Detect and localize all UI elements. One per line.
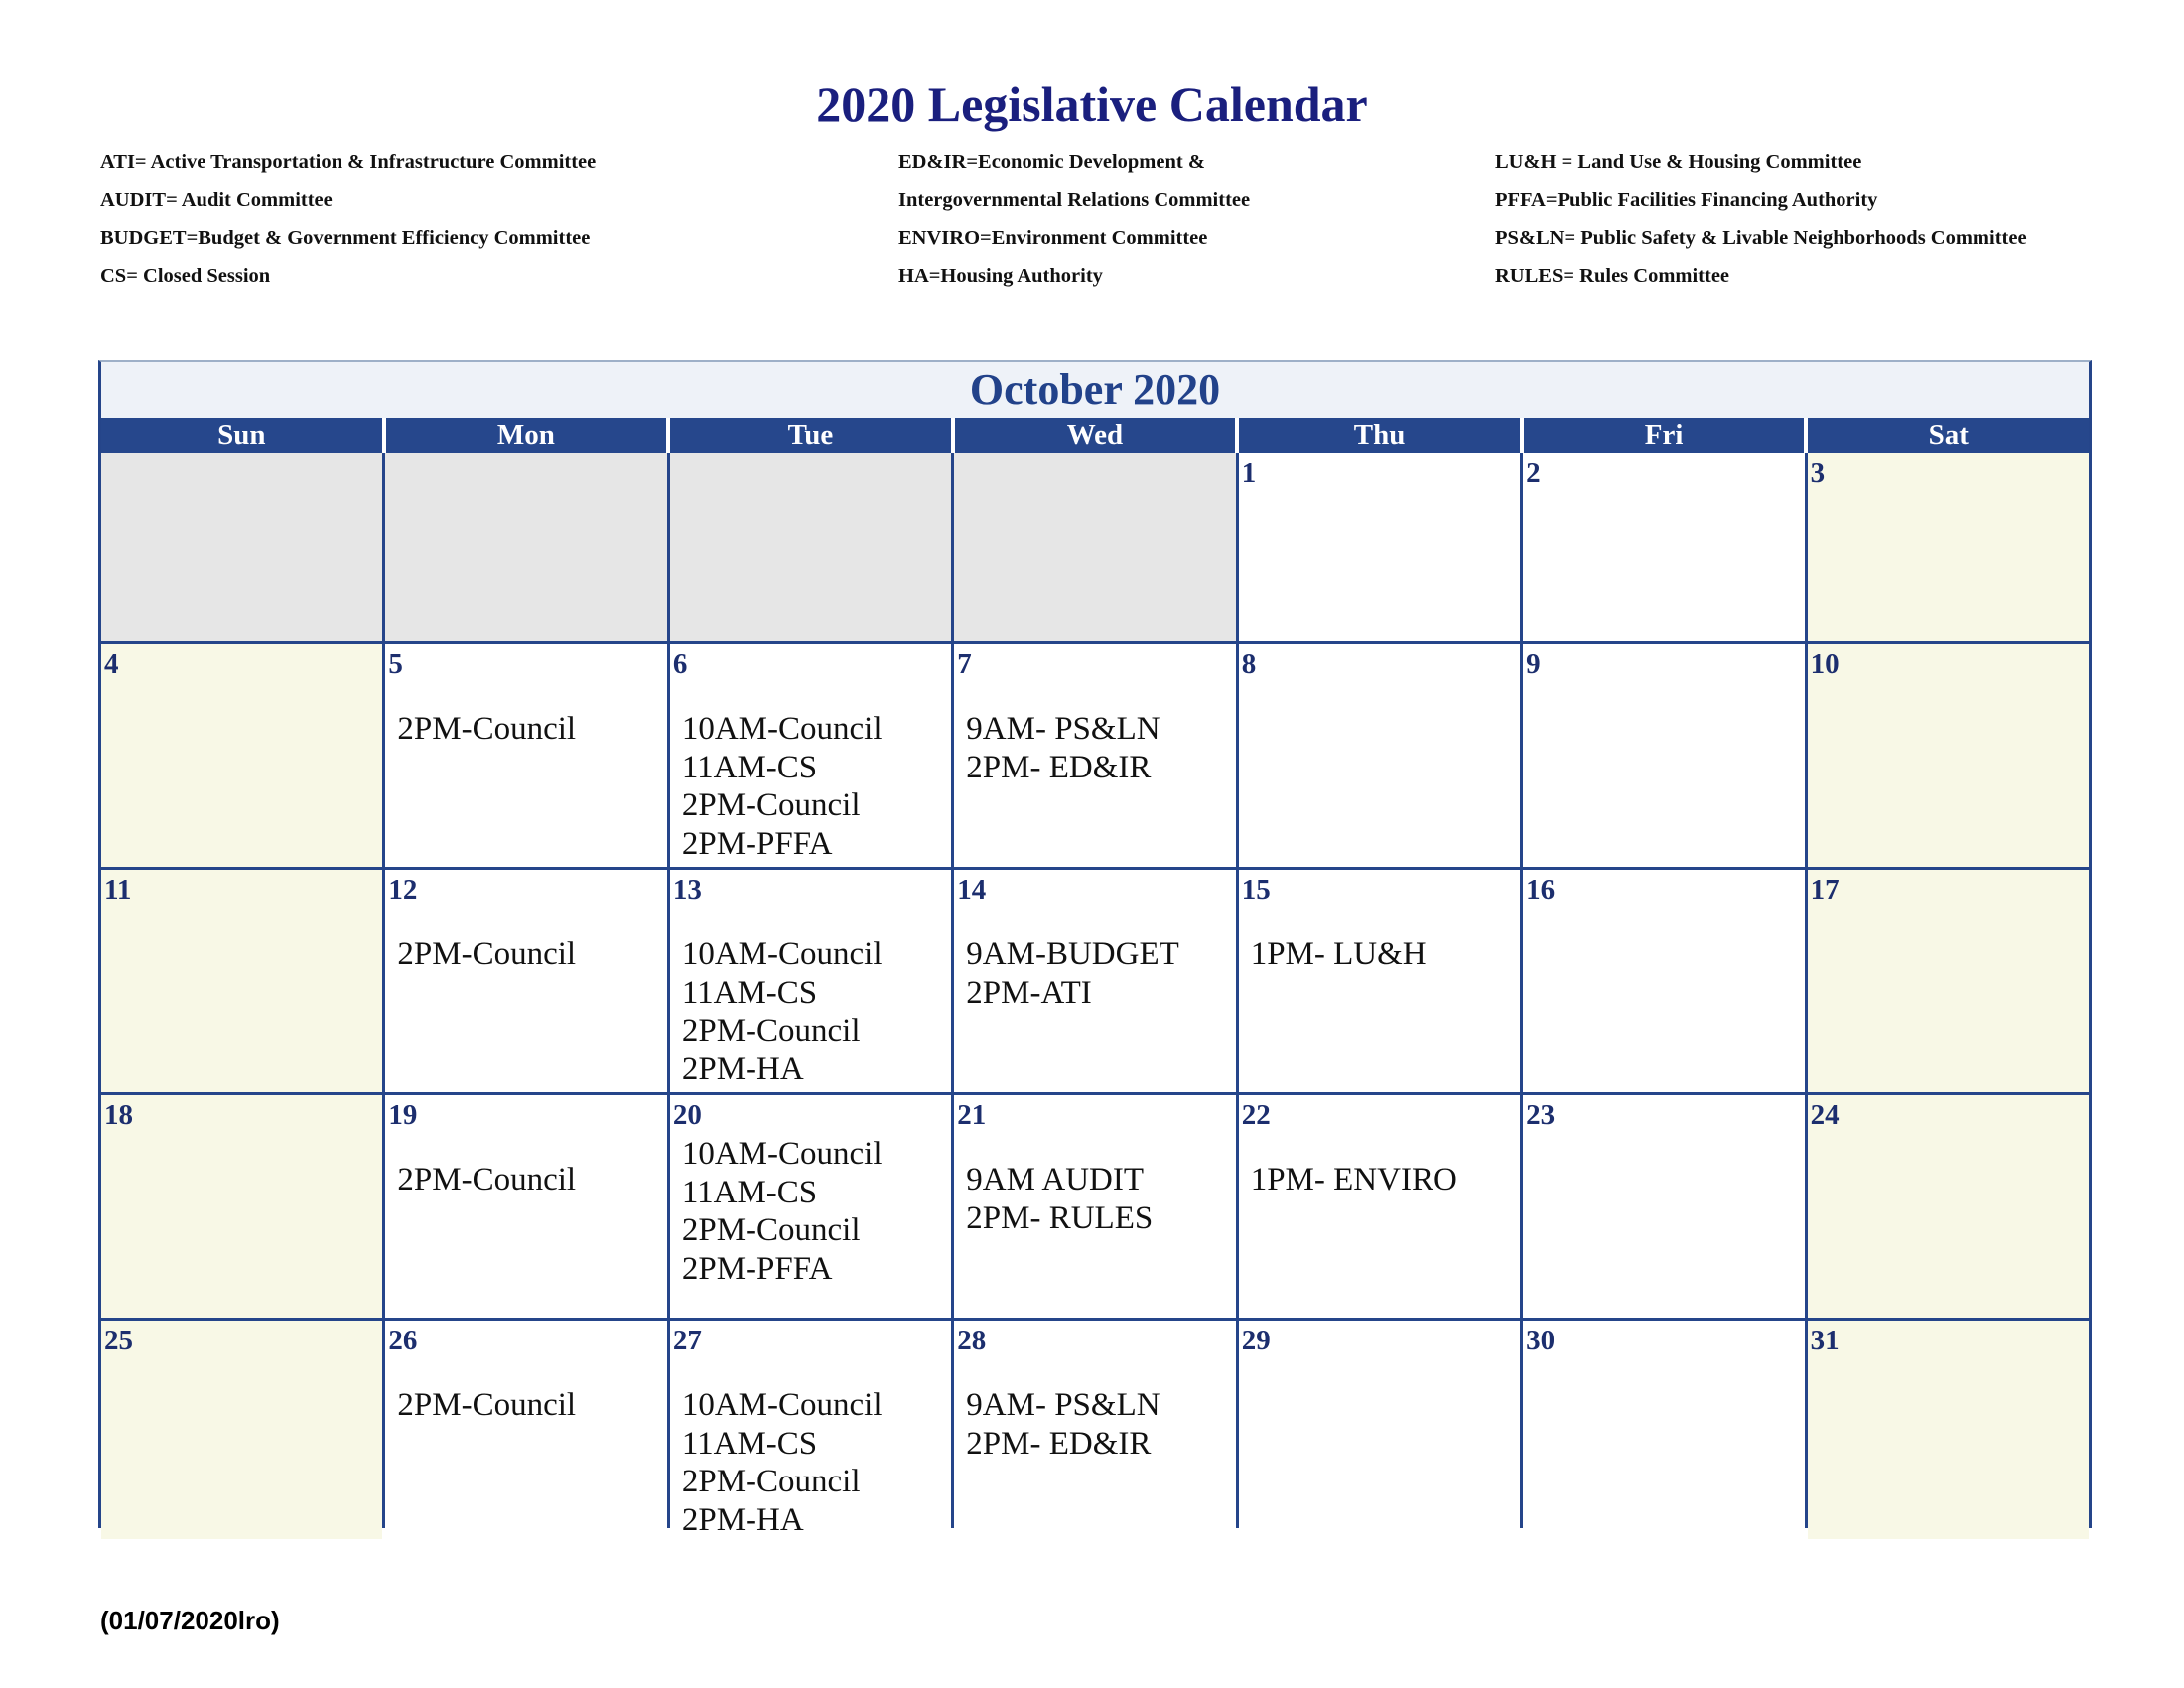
legend-item: CS= Closed Session bbox=[100, 264, 271, 287]
day-cell bbox=[1239, 453, 1520, 641]
day-number: 23 bbox=[1526, 1099, 1556, 1131]
event-item: 2PM-Council bbox=[681, 1013, 861, 1049]
day-number: 13 bbox=[672, 874, 702, 906]
day-cell bbox=[954, 644, 1235, 867]
month-title: October 2020 bbox=[101, 362, 2089, 418]
day-number: 2 bbox=[1526, 457, 1541, 489]
day-cell bbox=[1808, 644, 2089, 867]
day-cell bbox=[385, 1321, 666, 1539]
weekday-header bbox=[101, 418, 2089, 453]
day-cell bbox=[1239, 644, 1520, 867]
event-item: 10AM-Council bbox=[681, 711, 883, 747]
legend-column-3 bbox=[1495, 143, 2027, 295]
day-number: 11 bbox=[104, 874, 132, 906]
day-number: 5 bbox=[388, 648, 403, 680]
revision-note: (01/07/2020lro) bbox=[100, 1606, 280, 1635]
day-cell bbox=[1239, 1321, 1520, 1539]
day-cell bbox=[101, 644, 382, 867]
event-item: 10AM-Council bbox=[681, 936, 883, 972]
weekday-fri: Fri bbox=[1524, 418, 1805, 453]
event-list bbox=[682, 935, 883, 1088]
day-cell bbox=[385, 1095, 666, 1318]
legend-item: ATI= Active Transportation & Infrastructure Committee bbox=[100, 151, 597, 173]
day-cell bbox=[1808, 453, 2089, 641]
event-item: 11AM-CS bbox=[681, 1174, 818, 1210]
weekday-sat: Sat bbox=[1808, 418, 2089, 453]
day-cell bbox=[670, 1095, 951, 1318]
empty-day-cell bbox=[670, 453, 951, 641]
day-number: 15 bbox=[1241, 874, 1271, 906]
legend-item: ED&IR=Economic Development & bbox=[898, 151, 1205, 173]
day-cell bbox=[670, 1321, 951, 1539]
event-list bbox=[397, 1386, 576, 1425]
event-list bbox=[966, 935, 1178, 1012]
day-number: 17 bbox=[1810, 874, 1840, 906]
legend-item: PS&LN= Public Safety & Livable Neighborhoods Committee bbox=[1495, 226, 2027, 249]
day-cell bbox=[1523, 644, 1804, 867]
event-item: 10AM-Council bbox=[681, 1387, 883, 1423]
day-number: 27 bbox=[672, 1325, 702, 1356]
weekday-thu: Thu bbox=[1239, 418, 1520, 453]
event-item: 10AM-Council bbox=[681, 1136, 883, 1172]
day-number: 9 bbox=[1526, 648, 1541, 680]
day-number: 18 bbox=[104, 1099, 133, 1131]
day-number: 3 bbox=[1810, 457, 1826, 489]
event-item: 2PM-HA bbox=[681, 1501, 804, 1538]
event-item: 2PM-Council bbox=[397, 1387, 577, 1423]
empty-day-cell bbox=[385, 453, 666, 641]
day-cell bbox=[1523, 1321, 1804, 1539]
day-number: 28 bbox=[957, 1325, 987, 1356]
day-number: 29 bbox=[1241, 1325, 1271, 1356]
page-title: 2020 Legislative Calendar bbox=[816, 76, 1368, 132]
event-list bbox=[682, 710, 883, 863]
day-cell bbox=[954, 1095, 1235, 1318]
event-item: 9AM- PS&LN bbox=[966, 1387, 1160, 1423]
day-cell bbox=[1808, 1321, 2089, 1539]
event-list bbox=[397, 1161, 576, 1199]
legend-column-2 bbox=[898, 143, 1250, 295]
day-number: 24 bbox=[1810, 1099, 1840, 1131]
event-item: 2PM-ATI bbox=[966, 974, 1092, 1011]
weekday-tue: Tue bbox=[670, 418, 951, 453]
legend-item: LU&H = Land Use & Housing Committee bbox=[1495, 151, 1862, 173]
day-cell bbox=[670, 644, 951, 867]
day-cell bbox=[954, 870, 1235, 1092]
event-item: 2PM-Council bbox=[397, 1162, 577, 1197]
day-cell bbox=[1239, 870, 1520, 1092]
day-cell bbox=[1523, 1095, 1804, 1318]
event-item: 11AM-CS bbox=[681, 1425, 818, 1462]
day-cell bbox=[1523, 453, 1804, 641]
event-item: 9AM-BUDGET bbox=[966, 936, 1179, 972]
day-cell bbox=[1523, 870, 1804, 1092]
day-cell bbox=[1808, 870, 2089, 1092]
day-cell bbox=[670, 870, 951, 1092]
legend-column-1 bbox=[100, 143, 596, 295]
event-item: 9AM- PS&LN bbox=[966, 711, 1160, 747]
calendar-grid bbox=[101, 453, 2089, 1538]
event-item: 1PM- ENVIRO bbox=[1250, 1162, 1457, 1197]
day-number: 14 bbox=[957, 874, 987, 906]
event-item: 2PM-Council bbox=[397, 711, 577, 747]
day-number: 21 bbox=[957, 1099, 987, 1131]
event-item: 2PM-Council bbox=[681, 787, 861, 823]
day-cell bbox=[1808, 1095, 2089, 1318]
event-item: 2PM-Council bbox=[681, 1464, 861, 1499]
day-cell bbox=[101, 1095, 382, 1318]
event-list bbox=[397, 935, 576, 974]
day-cell bbox=[1239, 1095, 1520, 1318]
day-number: 12 bbox=[388, 874, 418, 906]
day-cell bbox=[385, 644, 666, 867]
event-item: 2PM-PFFA bbox=[681, 1250, 833, 1287]
empty-day-cell bbox=[101, 453, 382, 641]
day-number: 30 bbox=[1526, 1325, 1556, 1356]
event-list bbox=[966, 1161, 1153, 1237]
event-item: 11AM-CS bbox=[681, 974, 818, 1011]
event-list bbox=[966, 1386, 1160, 1463]
event-list bbox=[682, 1386, 883, 1539]
day-cell bbox=[954, 1321, 1235, 1539]
legend-item: HA=Housing Authority bbox=[898, 264, 1103, 287]
event-item: 11AM-CS bbox=[681, 749, 818, 785]
day-cell bbox=[101, 1321, 382, 1539]
legend-item: BUDGET=Budget & Government Efficiency Committee bbox=[100, 226, 591, 249]
day-number: 7 bbox=[957, 648, 972, 680]
event-item: 2PM-PFFA bbox=[681, 825, 833, 862]
weekday-mon: Mon bbox=[386, 418, 667, 453]
day-number: 16 bbox=[1526, 874, 1556, 906]
day-number: 8 bbox=[1241, 648, 1257, 680]
day-number: 10 bbox=[1810, 648, 1840, 680]
event-item: 2PM- ED&IR bbox=[966, 1425, 1152, 1462]
day-number: 19 bbox=[388, 1099, 418, 1131]
event-item: 1PM- LU&H bbox=[1250, 936, 1427, 972]
legend-item: PFFA=Public Facilities Financing Authority bbox=[1495, 189, 1878, 211]
day-number: 4 bbox=[104, 648, 119, 680]
weekday-sun: Sun bbox=[101, 418, 382, 453]
weekday-wed: Wed bbox=[955, 418, 1236, 453]
event-item: 9AM AUDIT bbox=[966, 1162, 1145, 1197]
event-list bbox=[1251, 1161, 1457, 1199]
event-list bbox=[397, 710, 576, 749]
day-number: 22 bbox=[1241, 1099, 1271, 1131]
event-item: 2PM-Council bbox=[681, 1212, 861, 1248]
day-number: 1 bbox=[1241, 457, 1257, 489]
event-list bbox=[682, 1135, 883, 1288]
day-cell bbox=[385, 870, 666, 1092]
event-item: 2PM-Council bbox=[397, 936, 577, 972]
month-calendar bbox=[98, 360, 2092, 1538]
event-list bbox=[1251, 935, 1427, 974]
legend-item: Intergovernmental Relations Committee bbox=[898, 189, 1251, 211]
event-list bbox=[966, 710, 1160, 786]
event-item: 2PM-HA bbox=[681, 1051, 804, 1087]
day-number: 26 bbox=[388, 1325, 418, 1356]
event-item: 2PM- ED&IR bbox=[966, 749, 1152, 785]
legend-item: AUDIT= Audit Committee bbox=[100, 189, 333, 211]
empty-day-cell bbox=[954, 453, 1235, 641]
event-item: 2PM- RULES bbox=[966, 1199, 1154, 1236]
day-number: 6 bbox=[672, 648, 688, 680]
legend-item: ENVIRO=Environment Committee bbox=[898, 226, 1208, 249]
day-number: 31 bbox=[1810, 1325, 1840, 1356]
day-number: 25 bbox=[104, 1325, 133, 1356]
day-number: 20 bbox=[672, 1099, 702, 1131]
day-cell bbox=[101, 870, 382, 1092]
legend-item: RULES= Rules Committee bbox=[1495, 264, 1730, 287]
